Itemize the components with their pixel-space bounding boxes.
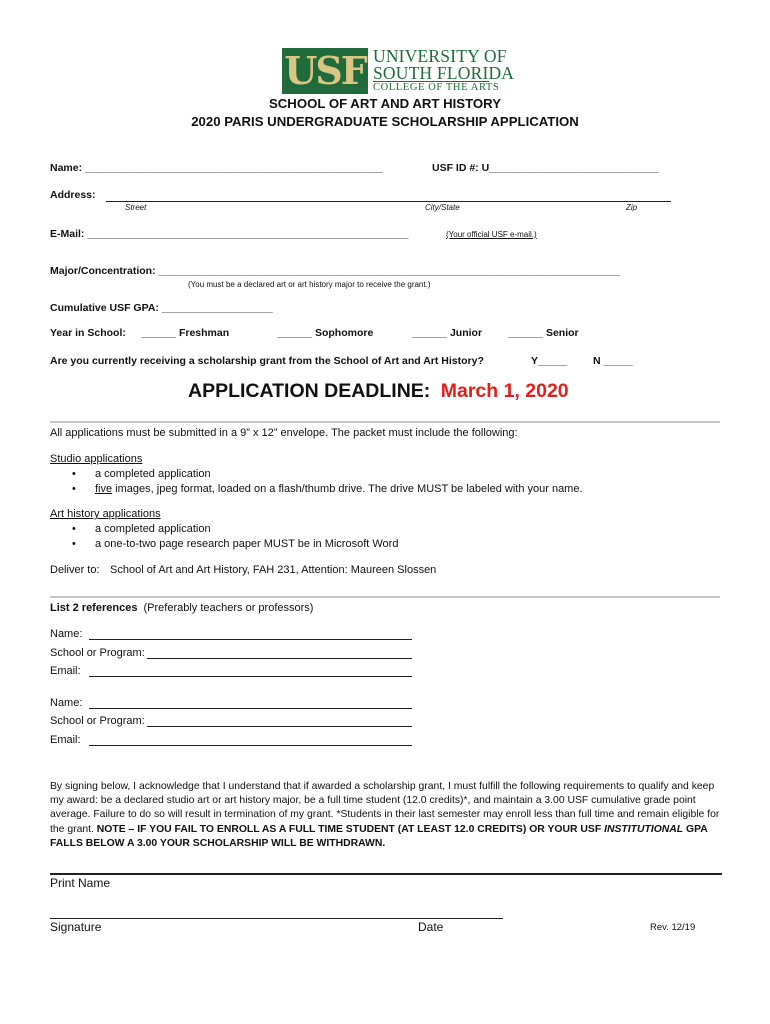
- year-senior-option[interactable]: ______ Senior: [508, 327, 579, 339]
- references-heading-row: [50, 602, 313, 614]
- list-item: • a completed application: [50, 467, 583, 482]
- ref1-name-label: Name:: [50, 628, 83, 640]
- ref2-name-label: Name:: [50, 697, 83, 709]
- section-divider: [50, 421, 720, 423]
- ref2-name-field[interactable]: [89, 708, 412, 709]
- ref1-email-label: Email:: [50, 665, 81, 677]
- address-label: Address:: [50, 189, 96, 201]
- address-field[interactable]: [106, 201, 671, 202]
- list-item: • a completed application: [50, 522, 398, 537]
- grant-no-option[interactable]: N _____: [593, 355, 633, 367]
- year-sophomore-option[interactable]: ______ Sophomore: [277, 327, 374, 339]
- logo-line-college: COLLEGE OF THE ARTS: [373, 82, 500, 93]
- address-zip-caption: Zip: [626, 203, 638, 212]
- grant-yes-option[interactable]: Y_____: [531, 355, 568, 367]
- ref1-email-field[interactable]: [89, 676, 412, 677]
- logo-line-south-florida: SOUTH FLORIDA: [373, 63, 515, 83]
- references-note: (Preferably teachers or professors): [143, 602, 314, 614]
- ref2-school-field[interactable]: [147, 726, 412, 727]
- usf-id-field[interactable]: USF ID #: U_____________________________: [432, 162, 659, 174]
- form-title-school: SCHOOL OF ART AND ART HISTORY: [268, 96, 501, 111]
- ref1-name-field[interactable]: [89, 639, 412, 640]
- agreement-paragraph: [50, 780, 730, 851]
- list-item: • five images, jpeg format, loaded on a flash/thumb drive. The drive MUST be labeled with your name.: [50, 482, 583, 497]
- major-note: (You must be a declared art or art history major to receive the grant.): [188, 280, 431, 289]
- studio-heading: Studio applications: [50, 453, 143, 465]
- year-freshman-option[interactable]: ______ Freshman: [141, 327, 230, 339]
- agreement-text: By signing below, I acknowledge that I understand that if awarded a scholarship grant, I must fulfill the following requirements to qualify and keep my award: be a declared studio art or art history major, be a full time student (12.0 credits)*, and maintain a 3.00 USF cumulative grade point average. Failure to do so will result in termination of my grant. *Students in their last semester may enroll less than full time and remain eligible for the grant.: [50, 781, 720, 835]
- print-name-line[interactable]: [50, 873, 722, 875]
- signature-label: Signature: [50, 920, 102, 934]
- art-history-requirements-list: [50, 522, 398, 552]
- instructions-intro: All applications must be submitted in a 9” x 12” envelope. The packet must include the following:: [50, 427, 518, 439]
- address-city-state-caption: City/State: [425, 203, 460, 212]
- section-divider: [50, 596, 720, 598]
- year-junior-option[interactable]: ______ Junior: [412, 327, 483, 339]
- gpa-field[interactable]: Cumulative USF GPA: ___________________: [50, 302, 273, 314]
- print-name-label: Print Name: [50, 876, 111, 890]
- agreement-note: NOTE – IF YOU FAIL TO ENROLL AS A FULL TIME STUDENT (AT LEAST 12.0 CREDITS) OR YOUR USF INSTITUTIONAL GPA FALLS BELOW A 3.00 YOUR SCHOLARSHIP WILL BE WITHDRAWN.: [50, 823, 708, 849]
- deadline-date: March 1, 2020: [440, 380, 569, 402]
- signature-line[interactable]: [50, 918, 503, 919]
- major-field[interactable]: Major/Concentration: _______________________________________________________________________________: [50, 265, 620, 277]
- grant-question: Are you currently receiving a scholarship grant from the School of Art and Art History?: [50, 355, 484, 367]
- ref2-email-label: Email:: [50, 734, 81, 746]
- ref1-school-label: School or Program:: [50, 647, 145, 659]
- revision-label: Rev. 12/19: [650, 922, 696, 933]
- year-label: Year in School:: [50, 327, 126, 339]
- address-street-caption: Street: [125, 203, 147, 212]
- references-heading: List 2 references: [50, 602, 138, 614]
- usf-logo-mark: [282, 48, 368, 94]
- list-item: • a one-to-two page research paper MUST be in Microsoft Word: [50, 537, 398, 552]
- name-field[interactable]: Name: ___________________________________________________: [50, 162, 383, 174]
- deadline-label: APPLICATION DEADLINE:: [188, 380, 431, 402]
- deadline-banner: [188, 380, 569, 403]
- ref1-school-field[interactable]: [147, 658, 412, 659]
- usf-logo-letters: USF: [284, 48, 366, 93]
- logo-line-university: UNIVERSITY OF: [373, 46, 507, 66]
- email-note: (Your official USF e-mail.): [446, 230, 537, 239]
- ref2-school-label: School or Program:: [50, 715, 145, 727]
- form-title-application: 2020 PARIS UNDERGRADUATE SCHOLARSHIP APPLICATION: [191, 114, 579, 129]
- art-history-heading: Art history applications: [50, 508, 161, 520]
- deliver-address: School of Art and Art History, FAH 231, Attention: Maureen Slossen: [110, 564, 437, 576]
- ref2-email-field[interactable]: [89, 745, 412, 746]
- email-field[interactable]: E-Mail: _______________________________________________________: [50, 228, 409, 240]
- deliver-label: Deliver to:: [50, 564, 100, 576]
- studio-requirements-list: [50, 467, 583, 497]
- date-label: Date: [418, 920, 444, 934]
